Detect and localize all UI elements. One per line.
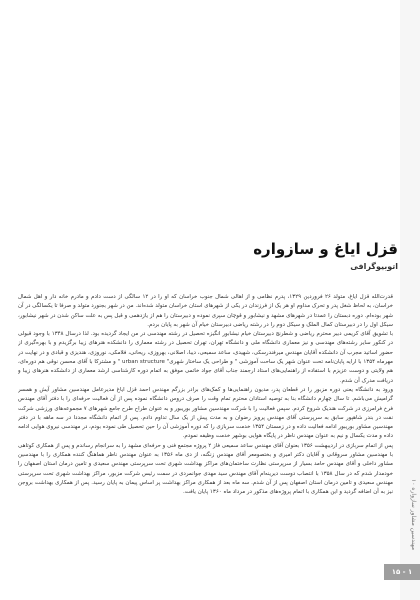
side-running-title: مهندسین مشاور سازواره ۱۰ [410,478,417,550]
article-subtitle: اتوبیوگرافی [350,262,398,271]
article-title: قزل ایاغ و سازواره [253,240,398,258]
page-number-badge: ۱۵ - ۱ [384,564,420,580]
paragraph: پس از اتمام سربازی در اردیبهشت ۱۳۵۶ بعنوان آقای مهندس ساعد سمیعی فاز ۲ پروژه مجتمع فنی و حرفه‌ای مشهد را به سرانجام رساندم و پس از همکاری کوتاهی با مهندسین مشاور سروقانی و آقایان دکتر امیری و بختصومعر آقای مهندس زنگنه، از دی ماه ۱۳۵۶ به عنوان مهندس ناظر هماهنگ کننده همکاری را با مهندسین مشاور داخلی و آقای مهندس حامد بسیار از سرپرستی نظارت ساختمان‌های مراکز بهداشت شهری تحت سرپرستی مهندس سعیدی و تامین درمان استان اصفهان را خودمدار شدم که در سال ۱۳۵۸ با انتصاب دوست دیرینه‌ام آقای مهندس سید مهدی جوانمردی در سمت رئیس شرکت مزبور، مراکز بهداشت شهری تحت سرپرستی مهندس سعیدی و تامین درمان استان اصفهان پس از آن شدم. سه ماه بعد از همکاری مراکز بهداشت پر اساس پیمان به پایان رسید. پس از همکاری بهداشت بروجن نیز به آن اضافه گردید و این همکاری با اتمام پروژه‌های مذکور در مرداد ماه ۱۳۶۰ پایان یافت. [18,442,393,496]
article-body [18,293,393,555]
paragraph: قدرت‌الله قزل ایاغ، متولد ۲۶ فروردین ۱۳۲۹، پدرم نظامی و از اهالی شمال جنوب خراسان که او را در ۱۲ سالگی از دست دادم و مادرم خانه دار و اهل شمال خراسان، به لحاظ شغل پدر و تحرک مداوم او هر یک از فرزندان در یکی از شهرهای استان خراسان متولد شده‌اند. من در شهر بجنورد متولد و صرفا تا یکسالگی در آن شهر بوده‌ام. دوره دبستان را عمدتا در شهرهای مشهد و نیشابور و قوچان سپری نموده و دبیرستان را هم از یازدهمی و قبل پس به علت ساکن شدن در شهر نیشابور، سیکل اول را در دبیرستان کمال الملک و سیکل دوم را در رشته ریاضی دبیرستان خیام آن شهر به پایان بردم. [18,294,393,328]
paragraph: با تشویق آقای کریمی دبیر محترم ریاضی و شطرنج دبیرستان خیام نیشابور انگیزه تحصیل در رشته مهندسی در من ایجاد گردیده بود. لذا درسال ۱۳۴۸ با وجود قبولی در کنکور سایر رشته‌های مهندسی و نیز معماری دانشگاه ملی و دانشگاه تهران، تهران تحصیل در رشته معماری را دانشکده هنرهای زیبا برگزیدم و با بهره‌گیری از حضور اساتید مجرب آن دانشکده آقایان مهندس میرفندرسکی، شهیدی، ساعد سمیعی، دیبا، اصلانی، بهروزی، ریحانی، فلامکی، نوروزی، هندیزی و قبادی و در نهایت در مهرماه ۱۳۵۴ با ارایه پایان‌نامه تحت عنوان شهر یک ساحت آموزشی " و طراحی یک ساختار شهری" urban structure " و مشترکا با آقای محسن نوقی هم دوره‌ای، هم ولایتی و دوست عزیزم با استفاده از راهنمایی‌های استاد ارجمند جناب آقای جواد خاتمی موفق به اتمام دوره کارشناسی ارشد معماری از دانشکده هنرهای زیبا و دریافت مدرک آن شدم. [18,331,393,384]
paragraph: ورود به دانشگاه یعنی دوره مزبور را در قطعان پدر، مدیون راهنمایی‌ها و کمک‌های برادر بزرگم مهندس احمد قزل ایاغ مدیرعامل مهندسین مشاور آیش و همسر گرامیش می‌باشم. تا سال چهارم دانشگاه بنا به توصیه استادان محترم تمام وقت را صرف دروس دانشگاه نموده پس از آن فعالیت حرفه‌ای را با دفتر آقای مهندس فرخ فرامرزی در شرکت هندیک شروع کردم. سپس فعالیت را با شرکت مهندسین مشاور بوریبور و به عنوان طراح طرح جامع شهرهای ۷ مجموعه‌های ورزشی شرکت نفت در بندر شاهپور سابق به سرپرستی آقای مهندس پرویز رضوان و به مدت پیش از یک سال تداوم دادم. پس از اتمام دانشگاه مجددا در سه ماهه با در دفتر مهندسین مشاور بوریبور ادامه فعالیت داده و در زمستان ۱۳۵۴ خدمت سربازی را که دوره آموزشی آن را حین تحصیل طی نموده بودم، در مهندسی نیروی هوایی ادامه داده و مدت یکسال و نیم به عنوان مهندس ناظر در پایگاه هوایی بوشهر خدمت وظیفه نمودم. [18,386,393,440]
